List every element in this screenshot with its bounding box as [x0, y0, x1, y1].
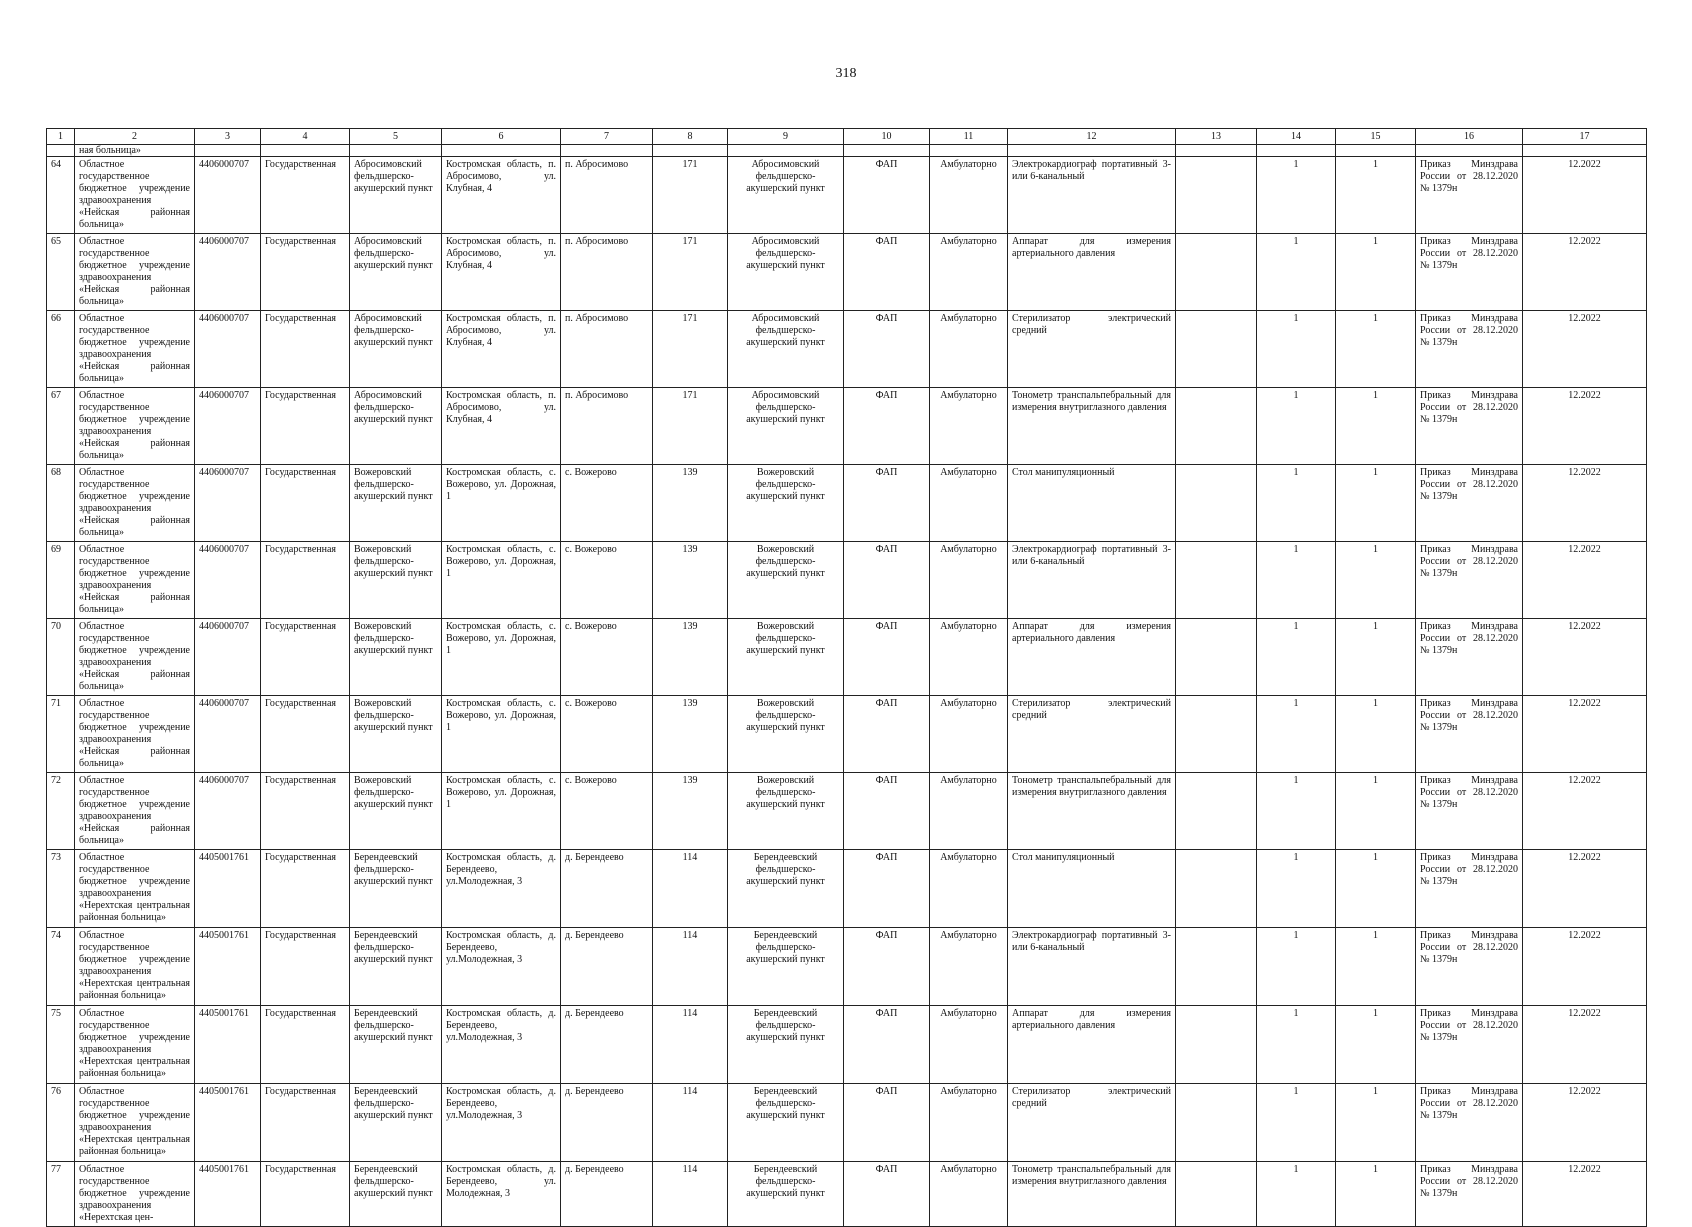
ownership-form: Государственная	[261, 542, 350, 619]
ownership-form: Государственная	[261, 773, 350, 850]
facility-name: Абросимовский фельдшерско-акушерский пункт	[350, 311, 442, 388]
facility-address: Костромская область, п. Абросимово, ул. Клубная, 4	[442, 388, 561, 465]
care-mode: Амбулаторно	[930, 157, 1008, 234]
facility-address: Костромская область, с. Вожерово, ул. Дорожная, 1	[442, 465, 561, 542]
delivery-date: 12.2022	[1523, 1084, 1647, 1162]
table-row	[47, 234, 1647, 311]
quantity-value: 1	[1257, 465, 1336, 542]
column-13-value	[1176, 311, 1257, 388]
population-count: 114	[653, 1084, 728, 1162]
quantity-value: 1	[1257, 311, 1336, 388]
organization-name: Областное государственное бюджетное учреждение здравоохранения «Нерехтская центральная районная больница»	[75, 1084, 195, 1162]
facility-address: Костромская область, д. Берендеево, ул.Молодежная, 3	[442, 1084, 561, 1162]
column-13-value	[1176, 696, 1257, 773]
column-13-value	[1176, 388, 1257, 465]
organization-name: Областное государственное бюджетное учреждение здравоохранения «Нерехтская центральная районная больница»	[75, 850, 195, 928]
column-number: 11	[930, 129, 1008, 145]
inn-code: 4405001761	[195, 850, 261, 928]
ownership-form: Государственная	[261, 850, 350, 928]
facility-type: ФАП	[844, 850, 930, 928]
organization-name: Областное государственное бюджетное учреждение здравоохранения «Нейская районная больница»	[75, 157, 195, 234]
ownership-form: Государственная	[261, 1084, 350, 1162]
care-mode: Амбулаторно	[930, 696, 1008, 773]
regulation-reference: Приказ Минздрава России от 28.12.2020 № 1379н	[1416, 234, 1523, 311]
facility-type: ФАП	[844, 619, 930, 696]
quantity-value: 1	[1257, 773, 1336, 850]
facility-name: Вожеровский фельдшерско-акушерский пункт	[350, 465, 442, 542]
table-row	[47, 311, 1647, 388]
quantity-value: 1	[1257, 696, 1336, 773]
organization-name: Областное государственное бюджетное учреждение здравоохранения «Нейская районная больница»	[75, 465, 195, 542]
structural-unit: Вожеровский фельдшерско-акушерский пункт	[728, 465, 844, 542]
quantity-value: 1	[1257, 850, 1336, 928]
column-number: 3	[195, 129, 261, 145]
facility-name: Вожеровский фельдшерско-акушерский пункт	[350, 542, 442, 619]
ownership-form: Государственная	[261, 234, 350, 311]
quantity-value: 1	[1257, 619, 1336, 696]
settlement-name: д. Берендеево	[561, 1006, 653, 1084]
table-row	[47, 157, 1647, 234]
facility-address: Костромская область, с. Вожерово, ул. Дорожная, 1	[442, 773, 561, 850]
population-count: 171	[653, 234, 728, 311]
facility-address: Костромская область, д. Берендеево, ул.Молодежная, 3	[442, 1006, 561, 1084]
column-number: 9	[728, 129, 844, 145]
equipment-name: Тонометр транспальпебральный для измерения внутриглазного давления	[1008, 773, 1176, 850]
regulation-reference: Приказ Минздрава России от 28.12.2020 № 1379н	[1416, 619, 1523, 696]
regulation-reference: Приказ Минздрава России от 28.12.2020 № 1379н	[1416, 1084, 1523, 1162]
inn-code: 4405001761	[195, 1006, 261, 1084]
organization-name: Областное государственное бюджетное учреждение здравоохранения «Нерехтская цен-	[75, 1162, 195, 1227]
facility-name: Абросимовский фельдшерско-акушерский пункт	[350, 157, 442, 234]
structural-unit: Вожеровский фельдшерско-акушерский пункт	[728, 619, 844, 696]
row-number: 77	[47, 1162, 75, 1227]
table-row	[47, 542, 1647, 619]
column-13-value	[1176, 1084, 1257, 1162]
continuation-row	[47, 145, 1647, 157]
care-mode: Амбулаторно	[930, 928, 1008, 1006]
structural-unit: Абросимовский фельдшерско-акушерский пункт	[728, 157, 844, 234]
inn-code: 4406000707	[195, 773, 261, 850]
facility-type: ФАП	[844, 928, 930, 1006]
column-13-value	[1176, 542, 1257, 619]
organization-name: Областное государственное бюджетное учреждение здравоохранения «Нейская районная больница»	[75, 542, 195, 619]
facility-address: Костромская область, д. Берендеево, ул. Молодежная, 3	[442, 1162, 561, 1227]
facility-type: ФАП	[844, 234, 930, 311]
settlement-name: п. Абросимово	[561, 234, 653, 311]
quantity-value: 1	[1257, 542, 1336, 619]
structural-unit: Берендеевский фельдшерско-акушерский пункт	[728, 850, 844, 928]
quantity-value: 1	[1257, 1084, 1336, 1162]
quantity-total: 1	[1336, 696, 1416, 773]
organization-name: Областное государственное бюджетное учреждение здравоохранения «Нейская районная больница»	[75, 234, 195, 311]
delivery-date: 12.2022	[1523, 542, 1647, 619]
population-count: 139	[653, 542, 728, 619]
quantity-value: 1	[1257, 388, 1336, 465]
column-number-row	[47, 129, 1647, 145]
settlement-name: д. Берендеево	[561, 1084, 653, 1162]
settlement-name: с. Вожерово	[561, 773, 653, 850]
quantity-total: 1	[1336, 1084, 1416, 1162]
facility-name: Вожеровский фельдшерско-акушерский пункт	[350, 773, 442, 850]
facility-type: ФАП	[844, 1006, 930, 1084]
inn-code: 4405001761	[195, 928, 261, 1006]
facility-address: Костромская область, с. Вожерово, ул. Дорожная, 1	[442, 542, 561, 619]
structural-unit: Абросимовский фельдшерско-акушерский пункт	[728, 234, 844, 311]
row-number: 64	[47, 157, 75, 234]
quantity-total: 1	[1336, 1162, 1416, 1227]
facility-type: ФАП	[844, 1084, 930, 1162]
column-13-value	[1176, 850, 1257, 928]
facility-type: ФАП	[844, 157, 930, 234]
facility-address: Костромская область, с. Вожерово, ул. Дорожная, 1	[442, 696, 561, 773]
ownership-form: Государственная	[261, 696, 350, 773]
column-number: 2	[75, 129, 195, 145]
facility-address: Костромская область, д. Берендеево, ул.Молодежная, 3	[442, 850, 561, 928]
column-13-value	[1176, 234, 1257, 311]
regulation-reference: Приказ Минздрава России от 28.12.2020 № 1379н	[1416, 1006, 1523, 1084]
equipment-name: Электрокардиограф портативный 3- или 6-канальный	[1008, 542, 1176, 619]
quantity-total: 1	[1336, 311, 1416, 388]
inn-code: 4405001761	[195, 1084, 261, 1162]
care-mode: Амбулаторно	[930, 850, 1008, 928]
organization-name: Областное государственное бюджетное учреждение здравоохранения «Нейская районная больница»	[75, 619, 195, 696]
delivery-date: 12.2022	[1523, 773, 1647, 850]
population-count: 139	[653, 696, 728, 773]
delivery-date: 12.2022	[1523, 1006, 1647, 1084]
table-row	[47, 1162, 1647, 1227]
column-13-value	[1176, 1162, 1257, 1227]
delivery-date: 12.2022	[1523, 465, 1647, 542]
care-mode: Амбулаторно	[930, 234, 1008, 311]
regulation-reference: Приказ Минздрава России от 28.12.2020 № 1379н	[1416, 773, 1523, 850]
row-number: 72	[47, 773, 75, 850]
ownership-form: Государственная	[261, 465, 350, 542]
inn-code: 4406000707	[195, 619, 261, 696]
structural-unit: Берендеевский фельдшерско-акушерский пункт	[728, 1084, 844, 1162]
regulation-reference: Приказ Минздрава России от 28.12.2020 № 1379н	[1416, 696, 1523, 773]
table-row	[47, 773, 1647, 850]
facility-type: ФАП	[844, 696, 930, 773]
quantity-value: 1	[1257, 157, 1336, 234]
inn-code: 4406000707	[195, 388, 261, 465]
row-number: 73	[47, 850, 75, 928]
row-number: 65	[47, 234, 75, 311]
facility-name: Берендеевский фельдшерско-акушерский пункт	[350, 850, 442, 928]
column-number: 4	[261, 129, 350, 145]
inn-code: 4406000707	[195, 234, 261, 311]
equipment-name: Стерилизатор электрический средний	[1008, 696, 1176, 773]
regulation-reference: Приказ Минздрава России от 28.12.2020 № 1379н	[1416, 311, 1523, 388]
ownership-form: Государственная	[261, 1162, 350, 1227]
quantity-total: 1	[1336, 619, 1416, 696]
structural-unit: Абросимовский фельдшерско-акушерский пункт	[728, 388, 844, 465]
facility-name: Вожеровский фельдшерско-акушерский пункт	[350, 696, 442, 773]
population-count: 139	[653, 773, 728, 850]
equipment-name: Аппарат для измерения артериального давления	[1008, 234, 1176, 311]
ownership-form: Государственная	[261, 928, 350, 1006]
delivery-date: 12.2022	[1523, 388, 1647, 465]
page-number: 318	[835, 66, 857, 81]
column-number: 15	[1336, 129, 1416, 145]
care-mode: Амбулаторно	[930, 1006, 1008, 1084]
equipment-name: Аппарат для измерения артериального давления	[1008, 1006, 1176, 1084]
facility-address: Костромская область, п. Абросимово, ул. Клубная, 4	[442, 311, 561, 388]
structural-unit: Вожеровский фельдшерско-акушерский пункт	[728, 542, 844, 619]
facility-name: Берендеевский фельдшерско-акушерский пункт	[350, 1162, 442, 1227]
organization-name: Областное государственное бюджетное учреждение здравоохранения «Нейская районная больница»	[75, 388, 195, 465]
regulation-reference: Приказ Минздрава России от 28.12.2020 № 1379н	[1416, 542, 1523, 619]
equipment-registry-table	[46, 128, 1647, 1227]
inn-code: 4406000707	[195, 311, 261, 388]
care-mode: Амбулаторно	[930, 619, 1008, 696]
column-13-value	[1176, 619, 1257, 696]
facility-type: ФАП	[844, 542, 930, 619]
column-13-value	[1176, 465, 1257, 542]
ownership-form: Государственная	[261, 388, 350, 465]
table-row	[47, 619, 1647, 696]
quantity-total: 1	[1336, 388, 1416, 465]
structural-unit: Вожеровский фельдшерско-акушерский пункт	[728, 773, 844, 850]
regulation-reference: Приказ Минздрава России от 28.12.2020 № 1379н	[1416, 465, 1523, 542]
row-number: 71	[47, 696, 75, 773]
facility-type: ФАП	[844, 1162, 930, 1227]
facility-address: Костромская область, п. Абросимово, ул. Клубная, 4	[442, 234, 561, 311]
quantity-value: 1	[1257, 234, 1336, 311]
equipment-name: Стол манипуляционный	[1008, 465, 1176, 542]
population-count: 114	[653, 928, 728, 1006]
table-row	[47, 850, 1647, 928]
ownership-form: Государственная	[261, 157, 350, 234]
care-mode: Амбулаторно	[930, 465, 1008, 542]
settlement-name: д. Берендеево	[561, 850, 653, 928]
ownership-form: Государственная	[261, 619, 350, 696]
facility-name: Абросимовский фельдшерско-акушерский пункт	[350, 234, 442, 311]
quantity-total: 1	[1336, 465, 1416, 542]
organization-name: Областное государственное бюджетное учреждение здравоохранения «Нейская районная больница»	[75, 773, 195, 850]
facility-type: ФАП	[844, 311, 930, 388]
equipment-name: Тонометр транспальпебральный для измерения внутриглазного давления	[1008, 1162, 1176, 1227]
quantity-total: 1	[1336, 157, 1416, 234]
inn-code: 4406000707	[195, 542, 261, 619]
equipment-name: Электрокардиограф портативный 3- или 6-канальный	[1008, 928, 1176, 1006]
population-count: 139	[653, 619, 728, 696]
settlement-name: с. Вожерово	[561, 696, 653, 773]
regulation-reference: Приказ Минздрава России от 28.12.2020 № 1379н	[1416, 157, 1523, 234]
quantity-value: 1	[1257, 1006, 1336, 1084]
structural-unit: Берендеевский фельдшерско-акушерский пункт	[728, 1162, 844, 1227]
care-mode: Амбулаторно	[930, 1084, 1008, 1162]
quantity-total: 1	[1336, 542, 1416, 619]
facility-address: Костромская область, с. Вожерово, ул. Дорожная, 1	[442, 619, 561, 696]
facility-address: Костромская область, д. Берендеево, ул.Молодежная, 3	[442, 928, 561, 1006]
regulation-reference: Приказ Минздрава России от 28.12.2020 № 1379н	[1416, 388, 1523, 465]
care-mode: Амбулаторно	[930, 1162, 1008, 1227]
inn-code: 4406000707	[195, 465, 261, 542]
settlement-name: с. Вожерово	[561, 619, 653, 696]
organization-name: Областное государственное бюджетное учреждение здравоохранения «Нерехтская центральная районная больница»	[75, 928, 195, 1006]
delivery-date: 12.2022	[1523, 234, 1647, 311]
facility-name: Абросимовский фельдшерско-акушерский пункт	[350, 388, 442, 465]
column-number: 6	[442, 129, 561, 145]
row-number: 68	[47, 465, 75, 542]
equipment-name: Стол манипуляционный	[1008, 850, 1176, 928]
equipment-name: Стерилизатор электрический средний	[1008, 311, 1176, 388]
organization-name: Областное государственное бюджетное учреждение здравоохранения «Нерехтская центральная районная больница»	[75, 1006, 195, 1084]
population-count: 114	[653, 1006, 728, 1084]
column-number: 17	[1523, 129, 1647, 145]
facility-name: Берендеевский фельдшерско-акушерский пункт	[350, 1006, 442, 1084]
ownership-form: Государственная	[261, 1006, 350, 1084]
table-row	[47, 928, 1647, 1006]
structural-unit: Берендеевский фельдшерско-акушерский пункт	[728, 1006, 844, 1084]
quantity-total: 1	[1336, 850, 1416, 928]
regulation-reference: Приказ Минздрава России от 28.12.2020 № 1379н	[1416, 928, 1523, 1006]
settlement-name: п. Абросимово	[561, 388, 653, 465]
ownership-form: Государственная	[261, 311, 350, 388]
quantity-value: 1	[1257, 928, 1336, 1006]
facility-name: Берендеевский фельдшерско-акушерский пункт	[350, 928, 442, 1006]
population-count: 171	[653, 388, 728, 465]
facility-type: ФАП	[844, 465, 930, 542]
column-number: 14	[1257, 129, 1336, 145]
settlement-name: с. Вожерово	[561, 542, 653, 619]
continuation-text: ная больница»	[75, 145, 195, 157]
quantity-total: 1	[1336, 773, 1416, 850]
settlement-name: п. Абросимово	[561, 311, 653, 388]
organization-name: Областное государственное бюджетное учреждение здравоохранения «Нейская районная больница»	[75, 311, 195, 388]
row-number: 70	[47, 619, 75, 696]
population-count: 171	[653, 311, 728, 388]
column-13-value	[1176, 157, 1257, 234]
inn-code: 4406000707	[195, 696, 261, 773]
settlement-name: п. Абросимово	[561, 157, 653, 234]
column-number: 13	[1176, 129, 1257, 145]
column-number: 16	[1416, 129, 1523, 145]
quantity-value: 1	[1257, 1162, 1336, 1227]
population-count: 114	[653, 850, 728, 928]
equipment-name: Стерилизатор электрический средний	[1008, 1084, 1176, 1162]
inn-code: 4405001761	[195, 1162, 261, 1227]
table-row	[47, 1006, 1647, 1084]
column-number: 12	[1008, 129, 1176, 145]
facility-type: ФАП	[844, 388, 930, 465]
column-number: 10	[844, 129, 930, 145]
table-row	[47, 388, 1647, 465]
quantity-total: 1	[1336, 234, 1416, 311]
settlement-name: д. Берендеево	[561, 1162, 653, 1227]
quantity-total: 1	[1336, 1006, 1416, 1084]
structural-unit: Абросимовский фельдшерско-акушерский пункт	[728, 311, 844, 388]
population-count: 139	[653, 465, 728, 542]
equipment-name: Аппарат для измерения артериального давления	[1008, 619, 1176, 696]
inn-code: 4406000707	[195, 157, 261, 234]
regulation-reference: Приказ Минздрава России от 28.12.2020 № 1379н	[1416, 850, 1523, 928]
care-mode: Амбулаторно	[930, 388, 1008, 465]
column-number: 7	[561, 129, 653, 145]
care-mode: Амбулаторно	[930, 311, 1008, 388]
delivery-date: 12.2022	[1523, 157, 1647, 234]
regulation-reference: Приказ Минздрава России от 28.12.2020 № 1379н	[1416, 1162, 1523, 1227]
row-number: 75	[47, 1006, 75, 1084]
column-13-value	[1176, 1006, 1257, 1084]
delivery-date: 12.2022	[1523, 696, 1647, 773]
care-mode: Амбулаторно	[930, 542, 1008, 619]
column-number: 5	[350, 129, 442, 145]
column-13-value	[1176, 928, 1257, 1006]
delivery-date: 12.2022	[1523, 1162, 1647, 1227]
population-count: 171	[653, 157, 728, 234]
column-number: 8	[653, 129, 728, 145]
row-number: 74	[47, 928, 75, 1006]
facility-type: ФАП	[844, 773, 930, 850]
quantity-total: 1	[1336, 928, 1416, 1006]
row-number: 66	[47, 311, 75, 388]
table-row	[47, 465, 1647, 542]
row-number: 67	[47, 388, 75, 465]
facility-address: Костромская область, п. Абросимово, ул. Клубная, 4	[442, 157, 561, 234]
delivery-date: 12.2022	[1523, 928, 1647, 1006]
equipment-name: Тонометр транспальпебральный для измерения внутриглазного давления	[1008, 388, 1176, 465]
table-row	[47, 696, 1647, 773]
care-mode: Амбулаторно	[930, 773, 1008, 850]
row-number: 76	[47, 1084, 75, 1162]
equipment-name: Электрокардиограф портативный 3- или 6-канальный	[1008, 157, 1176, 234]
organization-name: Областное государственное бюджетное учреждение здравоохранения «Нейская районная больница»	[75, 696, 195, 773]
table-row	[47, 1084, 1647, 1162]
delivery-date: 12.2022	[1523, 311, 1647, 388]
facility-name: Берендеевский фельдшерско-акушерский пункт	[350, 1084, 442, 1162]
delivery-date: 12.2022	[1523, 850, 1647, 928]
population-count: 114	[653, 1162, 728, 1227]
column-13-value	[1176, 773, 1257, 850]
structural-unit: Вожеровский фельдшерско-акушерский пункт	[728, 696, 844, 773]
delivery-date: 12.2022	[1523, 619, 1647, 696]
settlement-name: д. Берендеево	[561, 928, 653, 1006]
row-number: 69	[47, 542, 75, 619]
structural-unit: Берендеевский фельдшерско-акушерский пункт	[728, 928, 844, 1006]
settlement-name: с. Вожерово	[561, 465, 653, 542]
column-number: 1	[47, 129, 75, 145]
facility-name: Вожеровский фельдшерско-акушерский пункт	[350, 619, 442, 696]
